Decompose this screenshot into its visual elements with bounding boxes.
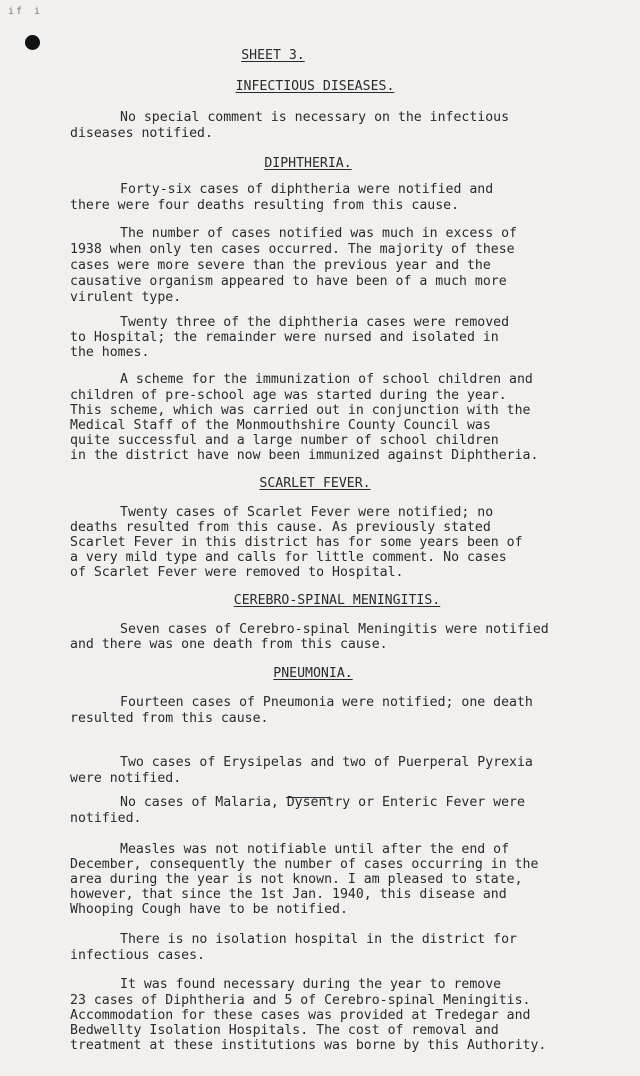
measles-text: December, consequently the number of cases occurring in the [70, 857, 539, 872]
diphtheria-text: the homes. [70, 345, 150, 360]
scarlet-fever-text: deaths resulted from this cause. As previously stated [70, 520, 491, 535]
measles-text: Whooping Cough have to be notified. [70, 902, 348, 917]
isolation-text: There is no isolation hospital in the district for [120, 932, 517, 947]
pneumonia-text: Fourteen cases of Pneumonia were notified; one death [120, 695, 533, 710]
removal-text: Accommodation for these cases was provided at Tredegar and [70, 1008, 531, 1023]
removal-text: It was found necessary during the year to remove [120, 977, 502, 992]
diphtheria-text: Twenty three of the diphtheria cases were removed [120, 315, 510, 330]
diphtheria-text: children of pre-school age was started during the year. [70, 388, 507, 403]
diphtheria-text: Forty-six cases of diphtheria were notified and [120, 182, 494, 197]
scarlet-fever-text: Scarlet Fever in this district has for some years been of [70, 535, 523, 550]
removal-text: 23 cases of Diphtheria and 5 of Cerebro-spinal Meningitis. [70, 993, 531, 1008]
erysipelas-text: Two cases of Erysipelas and two of Puerperal Pyrexia [120, 755, 533, 770]
margin-mark: i [8, 6, 15, 17]
diphtheria-text: A scheme for the immunization of school children and [120, 372, 533, 387]
diphtheria-text: quite successful and a large number of school children [70, 433, 499, 448]
malaria-text: No cases of Malaria, Dysentry or Enteric Fever were [120, 795, 525, 810]
measles-text: however, that since the 1st Jan. 1940, this disease and [70, 887, 507, 902]
meningitis-heading: CEREBRO-SPINAL MENINGITIS. [233, 593, 441, 608]
diphtheria-text: The number of cases notified was much in excess of [120, 226, 517, 241]
removal-text: treatment at these institutions was borne by this Authority. [70, 1038, 547, 1053]
intro-line: No special comment is necessary on the infectious [120, 110, 510, 125]
malaria-text: notified. [70, 811, 142, 826]
sheet-title: SHEET 3. [241, 48, 305, 63]
diphtheria-text: there were four deaths resulting from this cause. [70, 198, 460, 213]
measles-text: Measles was not notifiable until after the end of [120, 842, 510, 857]
pneumonia-text: resulted from this cause. [70, 711, 269, 726]
scarlet-fever-text: a very mild type and calls for little comment. No cases [70, 550, 507, 565]
removal-text: Bedwellty Isolation Hospitals. The cost of removal and [70, 1023, 499, 1038]
diphtheria-heading: DIPHTHERIA. [264, 156, 352, 171]
margin-mark: f [16, 6, 23, 17]
diphtheria-text: causative organism appeared to have been of a much more [70, 274, 507, 289]
scarlet-fever-text: Twenty cases of Scarlet Fever were notified; no [120, 505, 494, 520]
meningitis-text: and there was one death from this cause. [70, 637, 388, 652]
scarlet-fever-text: of Scarlet Fever were removed to Hospital. [70, 565, 404, 580]
diphtheria-text: to Hospital; the remainder were nursed and isolated in [70, 330, 499, 345]
intro-line: diseases notified. [70, 126, 213, 141]
diphtheria-text: Medical Staff of the Monmouthshire County Council was [70, 418, 491, 433]
diphtheria-text: virulent type. [70, 290, 182, 305]
diphtheria-text: 1938 when only ten cases occurred. The majority of these [70, 242, 515, 257]
pneumonia-heading: PNEUMONIA. [273, 666, 353, 681]
erysipelas-text: were notified. [70, 771, 182, 786]
diphtheria-text: This scheme, which was carried out in conjunction with the [70, 403, 531, 418]
measles-text: area during the year is not known. I am pleased to state, [70, 872, 523, 887]
meningitis-text: Seven cases of Cerebro-spinal Meningitis were notified [120, 622, 549, 637]
scarlet-fever-heading: SCARLET FEVER. [259, 476, 371, 491]
margin-mark: i [34, 6, 41, 17]
isolation-text: infectious cases. [70, 948, 205, 963]
diphtheria-text: cases were more severe than the previous year and the [70, 258, 491, 273]
diphtheria-text: in the district have now been immunized against Diphtheria. [70, 448, 539, 463]
section-title: INFECTIOUS DISEASES. [235, 79, 395, 94]
